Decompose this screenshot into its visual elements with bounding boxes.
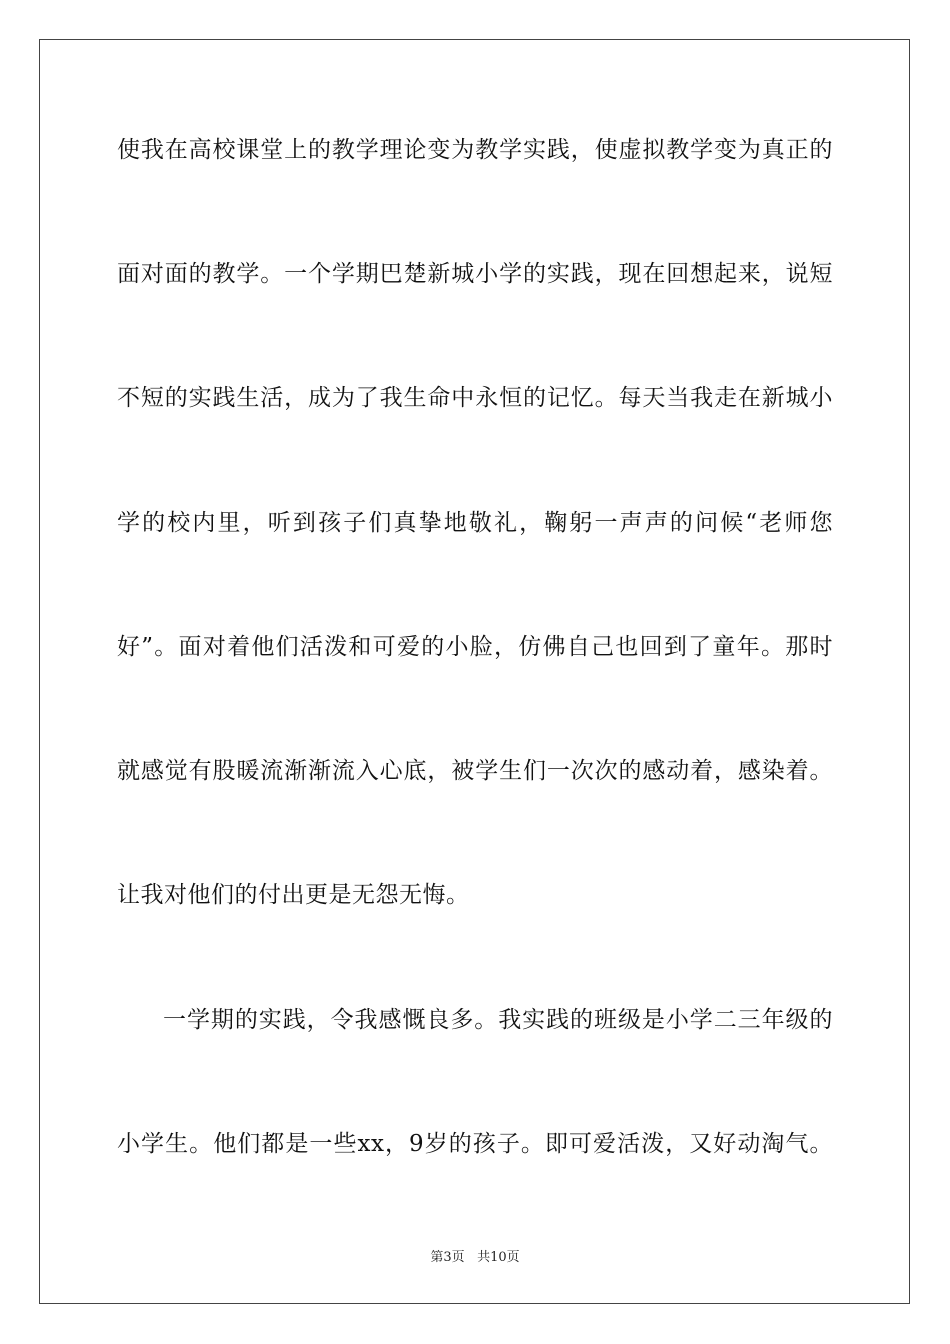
page-border [39, 39, 910, 1304]
page-footer [0, 1246, 950, 1265]
paragraph-line: 学的校内里，听到孩子们真挚地敬礼，鞠躬一声声的问候“老师您 [117, 510, 833, 536]
page-number: 第3页 [430, 1250, 465, 1265]
paragraph-line: 小学生。他们都是一些xx，9岁的孩子。即可爱活泼，又好动淘气。 [117, 1131, 833, 1157]
paragraph-line: 好”。面对着他们活泼和可爱的小脸，仿佛自己也回到了童年。那时 [117, 634, 833, 660]
paragraph-line: 不短的实践生活，成为了我生命中永恒的记忆。每天当我走在新城小 [117, 385, 833, 411]
paragraph-line: 一学期的实践，令我感慨良多。我实践的班级是小学二三年级的 [163, 1007, 833, 1033]
paragraph-line: 面对面的教学。一个学期巴楚新城小学的实践，现在回想起来，说短 [117, 261, 833, 287]
paragraph-line: 让我对他们的付出更是无怨无悔。 [117, 882, 470, 908]
paragraph-line: 使我在高校课堂上的教学理论变为教学实践，使虚拟教学变为真正的 [117, 137, 833, 163]
page-total: 共10页 [477, 1250, 520, 1265]
paragraph-line: 就感觉有股暖流渐渐流入心底，被学生们一次次的感动着，感染着。 [117, 758, 833, 784]
